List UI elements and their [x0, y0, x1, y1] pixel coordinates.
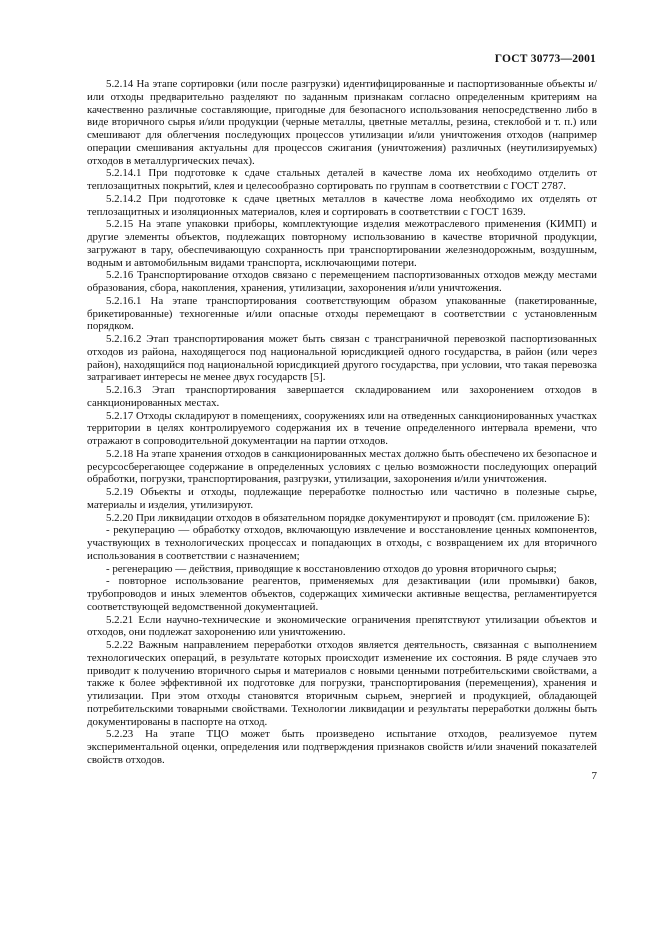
list-item-reagent-reuse: - повторное использование реагентов, применяемых для дезактивации (или промывки) баков, трубопроводов и иных элементов объектов, содержащих химически активные вещества, регламентируется соответствующей ведомственной документацией. [87, 575, 597, 613]
paragraph-5-2-16-2: 5.2.16.2 Этап транспортирования может быть связан с трансграничной перевозкой паспортизованных отходов из района, находящегося под национальной юрисдикцией одного государства, в район (или через район), находящийся под национальной юрисдикцией другого государства, при условии, что такая перевозка затрагивает интересы не менее двух государств [5]. [87, 333, 597, 384]
paragraph-5-2-19: 5.2.19 Объекты и отходы, подлежащие переработке полностью или частично в полезные сырье, материалы и изделия, утилизируют. [87, 486, 597, 511]
paragraph-5-2-15: 5.2.15 На этапе упаковки приборы, комплектующие изделия межотраслевого применения (КИМП) и другие элементы объектов, подлежащих повторному использованию в качестве вторичной продукции, загружают в тару, обеспечивающую сохранность при транспортировании железнодорожным, воздушным, водным и автомобильным видами транспорта, исключающими потери. [87, 218, 597, 269]
paragraph-5-2-20: 5.2.20 При ликвидации отходов в обязательном порядке документируют и проводят (см. приложение Б): [106, 511, 591, 524]
paragraph-5-2-18: 5.2.18 На этапе хранения отходов в санкционированных местах должно быть обеспечено их безопасное и ресурсосберегающее содержание в определенных условиях с целью возможности последующих операций обработки, погрузки, транспортирования, разгрузки, утилизации, захоронения и/или уничтожения. [87, 447, 597, 486]
paragraph-5-2-16-3: 5.2.16.3 Этап транспортирования завершается складированием или захоронением отходов в санкционированных местах. [87, 384, 597, 409]
list-item-recuperation: - рекуперацию — обработку отходов, включающую извлечение и восстановление ценных компонентов, участвующих в технологических процессах и попадающих в отходы, с возвращением их для вторичного использования в соответствии с назначением; [87, 524, 597, 562]
paragraph-5-2-14-1: 5.2.14.1 При подготовке к сдаче стальных деталей в качестве лома их необходимо отделить от теплозащитных покрытий, клея и целесообразно сортировать по группам в соответствии с ГОСТ 2787. [87, 167, 597, 192]
paragraph-5-2-17: 5.2.17 Отходы складируют в помещениях, сооружениях или на отведенных санкционированных участках территории в целях контролируемого содержания их в течение определенного интервала времени, что отражают в сопроводительной документации на партии отходов. [87, 409, 597, 447]
paragraph-5-2-21: 5.2.21 Если научно-технические и экономические ограничения препятствуют утилизации объектов и отходов, они подлежат захоронению или уничтожению. [87, 613, 597, 639]
paragraph-5-2-16: 5.2.16 Транспортирование отходов связано с перемещением паспортизованных отходов между местами образования, сбора, накопления, хранения, утилизации, захоронения и/или уничтожения. [87, 269, 597, 294]
list-item-regeneration: - регенерацию — действия, приводящие к восстановлению отходов до уровня вторичного сырья; [106, 562, 557, 575]
page-number: 7 [591, 770, 597, 782]
paragraph-5-2-23: 5.2.23 На этапе ТЦО может быть произведено испытание отходов, реализуемое путем экспериментальной оценки, определения или подтверждения признаков свойств и/или значений показателей свойств отходов. [87, 728, 597, 766]
document-code-header: ГОСТ 30773—2001 [494, 53, 596, 65]
paragraph-5-2-22: 5.2.22 Важным направлением переработки отходов является деятельность, связанная с выполнением технологических операций, в результате которых происходит изменение их состояния. В ряде случаев это приводит к получению вторичного сырья и материалов с новыми ценными потребительскими свойствами, а также к более эффективной их подготовке для погрузки, транспортирования (перемещения), хранения и утилизации. При этом отходы становятся вторичным сырьем, энергией и продукцией, обладающей потребительскими товарными свойствами. Технологии ликвидации и результаты переработки должны быть документированы в паспорте на отход. [87, 639, 597, 728]
paragraph-5-2-14-2: 5.2.14.2 При подготовке к сдаче цветных металлов в качестве лома необходимо их отделять от теплозащитных и изоляционных материалов, клея и сортировать в соответствии с ГОСТ 1639. [87, 192, 597, 218]
document-body [87, 78, 597, 767]
paragraph-5-2-14: 5.2.14 На этапе сортировки (или после разгрузки) идентифицированные и паспортизованные объекты и/или отходы предварительно разделяют по заданным признакам согласно определенным критериям на качественно различные составляющие, пригодные для безопасного использования непосредственно либо в виде вторичного сырья и/или продукции (черные металлы, цветные металлы, резина, стеклобой и т. п.) или смешивают для облегчения последующих процессов утилизации и/или уничтожения отходов (например операции смешивания актуальны для процессов сжигания (уничтожения) различных (неутилизируемых) отходов в металлургических печах). [87, 78, 597, 167]
paragraph-5-2-16-1: 5.2.16.1 На этапе транспортирования соответствующим образом упакованные (пакетированные, брикетированные) техногенные и/или опасные отходы перемещают в соответствии с установленным порядком. [87, 294, 597, 333]
